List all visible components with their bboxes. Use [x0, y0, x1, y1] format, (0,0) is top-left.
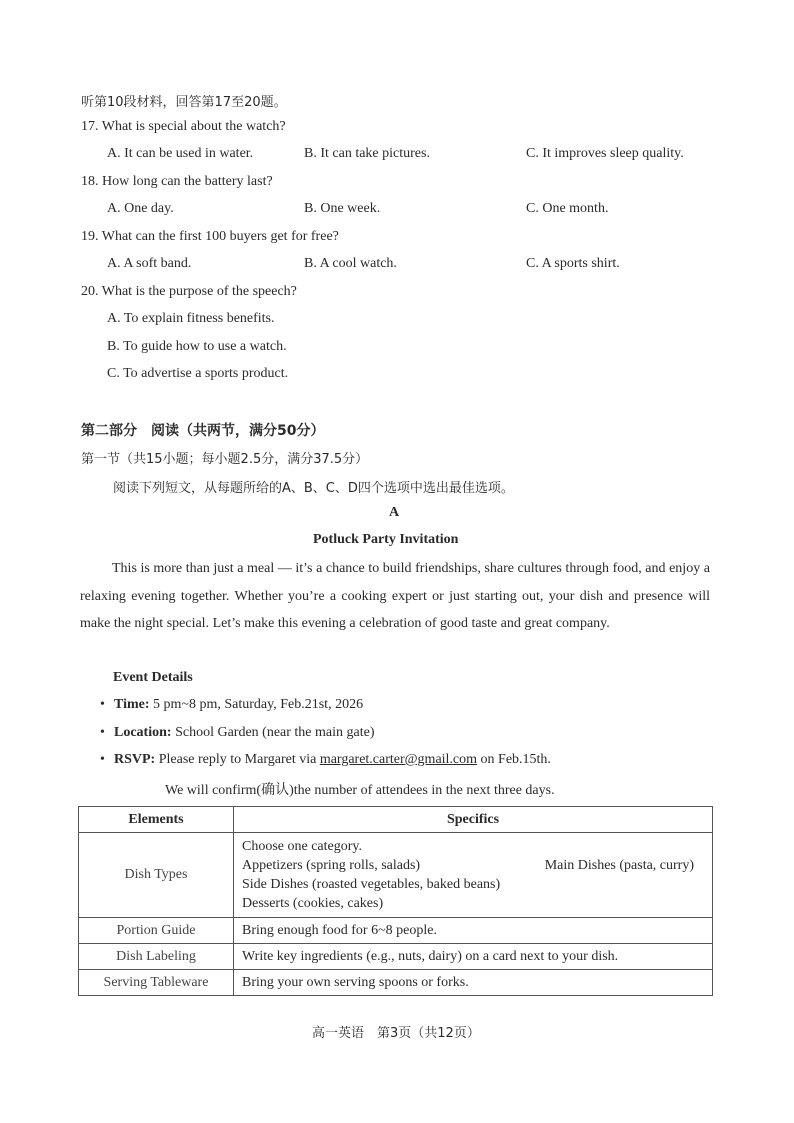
- specific-cell: Write key ingredients (e.g., nuts, dairy) on a card next to your dish.: [234, 944, 713, 970]
- rsvp-label: RSVP:: [114, 752, 156, 767]
- q18-option-c: C. One month.: [526, 201, 609, 216]
- element-cell: Dish Labeling: [79, 944, 234, 970]
- dish-types-line: Desserts (cookies, cakes): [242, 896, 384, 911]
- event-rsvp: [100, 752, 551, 768]
- time-label: Time:: [114, 697, 150, 712]
- table-header-row: [79, 807, 713, 833]
- question-20: 20. What is the purpose of the speech?: [81, 284, 297, 299]
- question-17: 17. What is special about the watch?: [81, 119, 286, 134]
- rsvp-email-link[interactable]: margaret.carter@gmail.com: [319, 752, 478, 767]
- header-elements: Elements: [79, 807, 234, 833]
- q20-option-a: A. To explain fitness benefits.: [107, 311, 275, 326]
- header-specifics: Specifics: [234, 807, 713, 833]
- reading-section-title: 第一节（共15小题；每小题2.5分，满分37.5分）: [81, 452, 369, 467]
- element-cell: Serving Tableware: [79, 970, 234, 996]
- q18-option-b: B. One week.: [304, 201, 381, 216]
- dish-types-line: Side Dishes (roasted vegetables, baked beans): [242, 877, 501, 892]
- location-value: School Garden (near the main gate): [171, 725, 375, 740]
- page-footer: 高一英语 第3页（共12页）: [312, 1026, 480, 1041]
- q20-option-c: C. To advertise a sports product.: [107, 366, 289, 381]
- table-row: [79, 970, 713, 996]
- passage-paragraph: This is more than just a meal — it’s a chance to build friendships, share cultures through food, and enjoy a relaxing evening together. Whether you’re a cooking expert or just starting out, your dish and presence will make the night special. Let’s make this evening a celebration of good taste and great company.: [80, 561, 710, 631]
- reading-instruction: 阅读下列短文，从每题所给的A、B、C、D四个选项中选出最佳选项。: [113, 481, 514, 496]
- rsvp-prefix: Please reply to Margaret via: [155, 752, 320, 767]
- q19-option-b: B. A cool watch.: [304, 256, 397, 271]
- bullet-icon: •: [100, 752, 105, 767]
- listening-instruction: 听第10段材料，回答第17至20题。: [81, 95, 287, 110]
- element-cell: Portion Guide: [79, 918, 234, 944]
- passage-letter: A: [389, 505, 400, 520]
- event-location: [100, 725, 374, 741]
- dish-types-line: Main Dishes (pasta, curry): [544, 858, 694, 873]
- reading-part-title: 第二部分 阅读（共两节，满分50分）: [81, 423, 325, 439]
- question-18: 18. How long can the battery last?: [81, 174, 273, 189]
- q17-option-c: C. It improves sleep quality.: [526, 146, 684, 161]
- specific-cell: Bring your own serving spoons or forks.: [234, 970, 713, 996]
- location-label: Location:: [114, 725, 172, 740]
- event-details-heading: Event Details: [113, 670, 193, 685]
- q20-option-b: B. To guide how to use a watch.: [107, 339, 287, 354]
- q17-option-b: B. It can take pictures.: [304, 146, 430, 161]
- bullet-icon: •: [100, 725, 105, 740]
- passage-title: Potluck Party Invitation: [313, 532, 459, 547]
- specific-cell: Bring enough food for 6~8 people.: [234, 918, 713, 944]
- table-row: [79, 918, 713, 944]
- q18-option-a: A. One day.: [107, 201, 174, 216]
- table-row: [79, 833, 713, 918]
- confirm-line: We will confirm(确认)the number of attendees in the next three days.: [165, 783, 555, 798]
- dish-types-line: Choose one category.: [242, 839, 362, 854]
- dish-types-line: Appetizers (spring rolls, salads): [242, 858, 421, 873]
- bullet-icon: •: [100, 697, 105, 712]
- specific-dish-types: [234, 833, 713, 918]
- q17-option-a: A. It can be used in water.: [107, 146, 254, 161]
- time-value: 5 pm~8 pm, Saturday, Feb.21st, 2026: [149, 697, 364, 712]
- q19-option-a: A. A soft band.: [107, 256, 192, 271]
- q19-option-c: C. A sports shirt.: [526, 256, 620, 271]
- rsvp-suffix: on Feb.15th.: [477, 752, 551, 767]
- table-row: [79, 944, 713, 970]
- details-table: [78, 806, 713, 996]
- question-19: 19. What can the first 100 buyers get for free?: [81, 229, 339, 244]
- event-time: [100, 697, 363, 713]
- element-dish-types: Dish Types: [79, 833, 234, 918]
